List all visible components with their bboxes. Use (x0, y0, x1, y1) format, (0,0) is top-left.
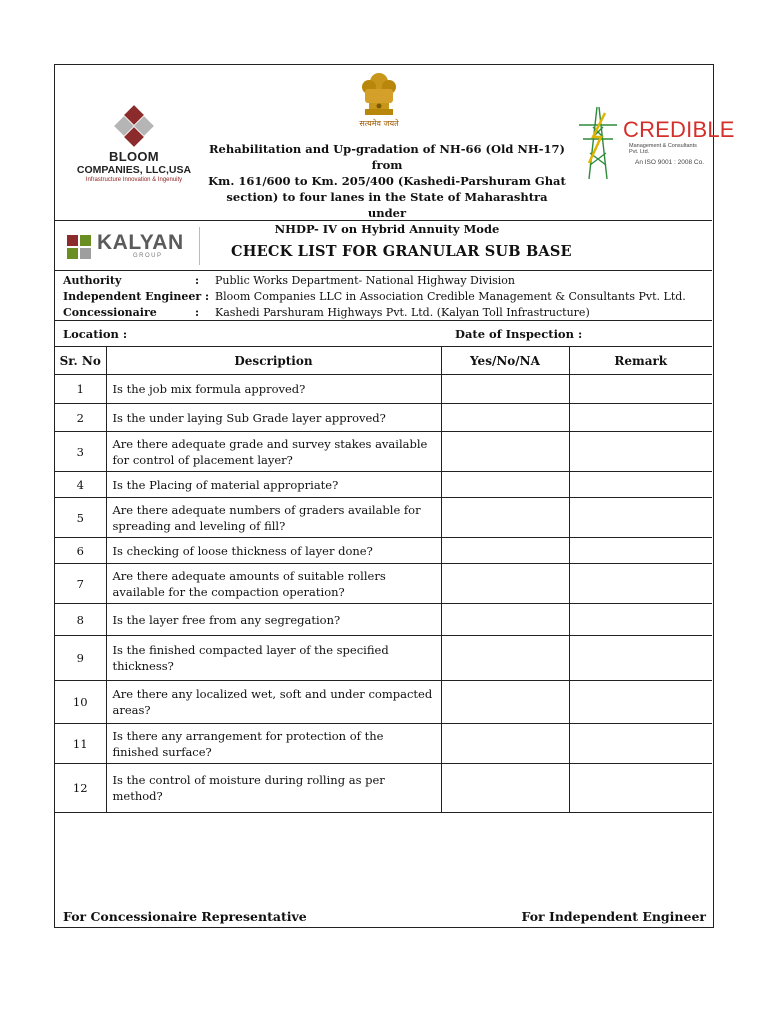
yes-no-na-cell[interactable] (441, 636, 569, 681)
logo-divider (199, 227, 200, 265)
yes-no-na-cell[interactable] (441, 764, 569, 813)
party-label: Concessionaire (63, 306, 157, 319)
credible-name: CREDIBLE (623, 117, 735, 142)
column-header: Yes/No/NA (441, 347, 569, 375)
item-description: Is the job mix formula approved? (106, 375, 441, 404)
bloom-logo (69, 107, 199, 183)
signature-area (55, 811, 712, 927)
concessionaire-signature-label: For Concessionaire Representative (63, 909, 307, 924)
party-value: Public Works Department- National Highway Division (215, 274, 515, 287)
serial-number: 8 (55, 604, 106, 636)
serial-number: 6 (55, 538, 106, 564)
party-concessionaire: Concessionaire : Kashedi Parshuram Highways Pvt. Ltd. (Kalyan Toll Infrastructure) (63, 306, 590, 319)
table-row (55, 538, 712, 564)
date-of-inspection-label: Date of Inspection : (455, 327, 583, 341)
checklist-sheet (54, 64, 735, 928)
remark-cell[interactable] (569, 681, 712, 724)
serial-number: 10 (55, 681, 106, 724)
table-row (55, 472, 712, 498)
serial-number: 7 (55, 564, 106, 604)
kalyan-logo (65, 231, 197, 263)
kalyan-group: GROUP (133, 253, 163, 259)
item-description: Is the finished compacted layer of the specified thickness? (106, 636, 441, 681)
table-row (55, 404, 712, 432)
checklist-title: CHECK LIST FOR GRANULAR SUB BASE (231, 243, 572, 260)
item-description: Are there adequate numbers of graders available for spreading and leveling of fill? (106, 498, 441, 538)
column-header: Remark (569, 347, 712, 375)
remark-cell[interactable] (569, 432, 712, 472)
party-authority: Authority : Public Works Department- National Highway Division (63, 274, 515, 287)
serial-number: 3 (55, 432, 106, 472)
remark-cell[interactable] (569, 564, 712, 604)
item-description: Are there adequate amounts of suitable rollers available for the compaction operation? (106, 564, 441, 604)
credible-sub: Management & Consultants Pvt. Ltd. (629, 143, 697, 155)
yes-no-na-cell[interactable] (441, 604, 569, 636)
yes-no-na-cell[interactable] (441, 724, 569, 764)
serial-number: 2 (55, 404, 106, 432)
item-description: Is the layer free from any segregation? (106, 604, 441, 636)
item-description: Is the Placing of material appropriate? (106, 472, 441, 498)
credible-logo (573, 103, 735, 183)
yes-no-na-cell[interactable] (441, 498, 569, 538)
item-description: Are there any localized wet, soft and under compacted areas? (106, 681, 441, 724)
yes-no-na-cell[interactable] (441, 538, 569, 564)
bloom-diamonds-icon (112, 107, 156, 147)
serial-number: 11 (55, 724, 106, 764)
bloom-name: BLOOM (109, 149, 159, 164)
kalyan-name: KALYAN (97, 231, 184, 254)
remark-cell[interactable] (569, 472, 712, 498)
column-header: Sr. No (55, 347, 106, 375)
item-description: Is the control of moisture during rolling as per method? (106, 764, 441, 813)
table-header-row (55, 347, 712, 375)
title-band (55, 221, 712, 271)
party-value: Kashedi Parshuram Highways Pvt. Ltd. (Kalyan Toll Infrastructure) (215, 306, 590, 319)
remark-cell[interactable] (569, 764, 712, 813)
yes-no-na-cell[interactable] (441, 472, 569, 498)
table-row (55, 432, 712, 472)
table-row (55, 681, 712, 724)
remark-cell[interactable] (569, 636, 712, 681)
party-independent-engineer (63, 290, 703, 306)
yes-no-na-cell[interactable] (441, 404, 569, 432)
item-description: Is the under laying Sub Grade layer approved? (106, 404, 441, 432)
national-emblem-icon (357, 69, 401, 117)
location-label: Location : (63, 327, 128, 341)
remark-cell[interactable] (569, 404, 712, 432)
project-title: Rehabilitation and Up-gradation of NH-66 (Old NH-17) from Km. 161/600 to Km. 205/400 (Kashedi-Parshuram Ghat section) to four lanes in the State of Maharashtra under NHDP- IV on Hybrid Annuity Mode (208, 142, 566, 236)
table-row (55, 604, 712, 636)
party-label: Authority (63, 274, 122, 287)
independent-engineer-signature-label: For Independent Engineer (521, 909, 706, 924)
remark-cell[interactable] (569, 604, 712, 636)
national-emblem (343, 69, 415, 129)
table-row (55, 724, 712, 764)
table-row (55, 636, 712, 681)
bloom-company: COMPANIES, LLC,USA (76, 164, 192, 176)
table-row (55, 564, 712, 604)
location-row (55, 321, 712, 347)
column-header: Description (106, 347, 441, 375)
table-row (55, 375, 712, 404)
bloom-tagline: Infrastructure Innovation & Ingenuity (85, 177, 183, 183)
item-description: Is there any arrangement for protection of the finished surface? (106, 724, 441, 764)
serial-number: 4 (55, 472, 106, 498)
item-description: Are there adequate grade and survey stakes available for control of placement layer? (106, 432, 441, 472)
remark-cell[interactable] (569, 375, 712, 404)
table-row (55, 498, 712, 538)
credible-iso: An ISO 9001 : 2008 Co. (635, 159, 705, 166)
serial-number: 12 (55, 764, 106, 813)
yes-no-na-cell[interactable] (441, 564, 569, 604)
parties-block (55, 271, 712, 321)
checklist-table (55, 346, 712, 813)
serial-number: 1 (55, 375, 106, 404)
party-label: Independent Engineer : (63, 290, 210, 303)
yes-no-na-cell[interactable] (441, 375, 569, 404)
yes-no-na-cell[interactable] (441, 681, 569, 724)
serial-number: 5 (55, 498, 106, 538)
serial-number: 9 (55, 636, 106, 681)
party-value: Bloom Companies LLC in Association Credible Management & Consultants Pvt. Ltd. (215, 290, 686, 303)
table-row (55, 764, 712, 813)
document-header (55, 65, 735, 236)
remark-cell[interactable] (569, 538, 712, 564)
yes-no-na-cell[interactable] (441, 432, 569, 472)
item-description: Is checking of loose thickness of layer done? (106, 538, 441, 564)
remark-cell[interactable] (569, 724, 712, 764)
remark-cell[interactable] (569, 498, 712, 538)
emblem-motto: सत्यमेव जयते (359, 119, 399, 128)
transmission-tower-icon (575, 103, 621, 181)
